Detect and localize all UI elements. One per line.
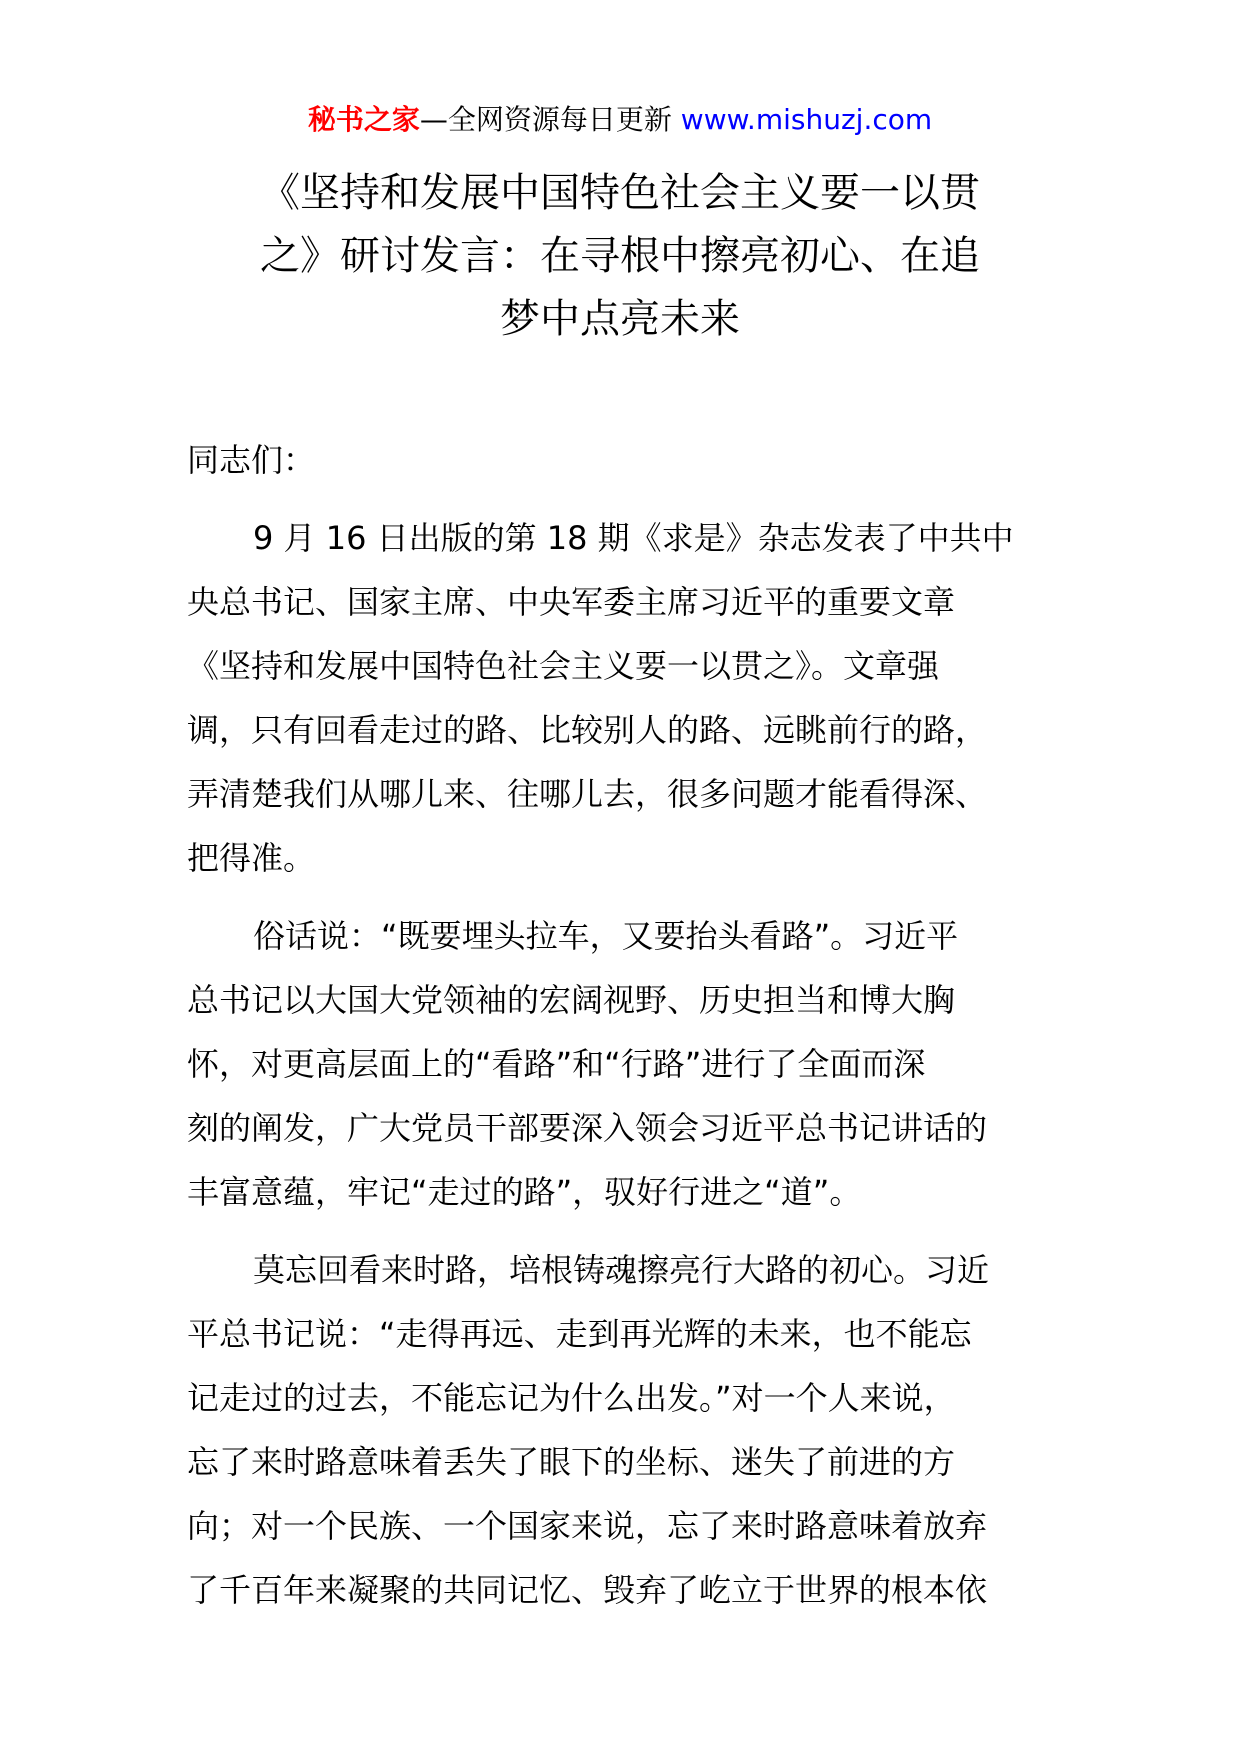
- paragraph-line: 《坚持和发展中国特色社会主义要一以贯之》。文章强: [187, 647, 940, 685]
- paragraph-line: 忘了来时路意味着丢失了眼下的坐标、迷失了前进的方: [187, 1443, 956, 1481]
- brand-name: 秘书之家: [307, 103, 420, 136]
- paragraph-line: 平总书记说：“走得再远、走到再光辉的未来，也不能忘: [187, 1315, 972, 1353]
- title-line: 《坚持和发展中国特色社会主义要一以贯: [260, 170, 980, 216]
- paragraph-line: 莫忘回看来时路，培根铸魂擦亮行大路的初心。习近: [253, 1251, 990, 1289]
- title-line: 之》研讨发言：在寻根中擦亮初心、在追: [260, 233, 980, 279]
- paragraph-3: [187, 1238, 1057, 1622]
- header-tagline: —全网资源每日更新: [419, 103, 672, 136]
- paragraph-line: 把得准。: [187, 839, 316, 877]
- paragraph-line: 央总书记、国家主席、中央军委主席习近平的重要文章: [187, 583, 956, 621]
- salutation: 同志们：: [187, 441, 316, 479]
- site-url[interactable]: www.mishuzj.com: [680, 103, 933, 136]
- paragraph-1: [187, 506, 1057, 890]
- paragraph-line: 总书记以大国大党领袖的宏阔视野、历史担当和博大胸: [187, 981, 956, 1019]
- paragraph-line: 向；对一个民族、一个国家来说，忘了来时路意味着放弃: [187, 1507, 988, 1545]
- document-body: [187, 428, 1057, 1622]
- paragraph-line: 弄清楚我们从哪儿来、往哪儿去，很多问题才能看得深、: [187, 775, 988, 813]
- paragraph-line: 怀，对更高层面上的“看路”和“行路”进行了全面而深: [187, 1045, 926, 1083]
- paragraph-line: 了千百年来凝聚的共同记忆、毁弃了屹立于世界的根本依: [187, 1571, 988, 1609]
- paragraph-2: [187, 904, 1057, 1224]
- site-header: [0, 100, 1240, 140]
- paragraph-line: 调，只有回看走过的路、比较别人的路、远眺前行的路，: [187, 711, 988, 749]
- paragraph-line: 9 月 16 日出版的第 18 期《求是》杂志发表了中共中: [253, 519, 1014, 557]
- paragraph-line: 俗话说：“既要埋头拉车，又要抬头看路”。习近平: [253, 917, 959, 955]
- title-line: 梦中点亮未来: [500, 296, 740, 342]
- paragraph-line: 刻的阐发，广大党员干部要深入领会习近平总书记讲话的: [187, 1109, 988, 1147]
- paragraph-line: 记走过的过去，不能忘记为什么出发。”对一个人来说，: [187, 1379, 956, 1417]
- document-title: [200, 162, 1040, 351]
- paragraph-line: 丰富意蕴，牢记“走过的路”，驭好行进之“道”。: [187, 1173, 862, 1211]
